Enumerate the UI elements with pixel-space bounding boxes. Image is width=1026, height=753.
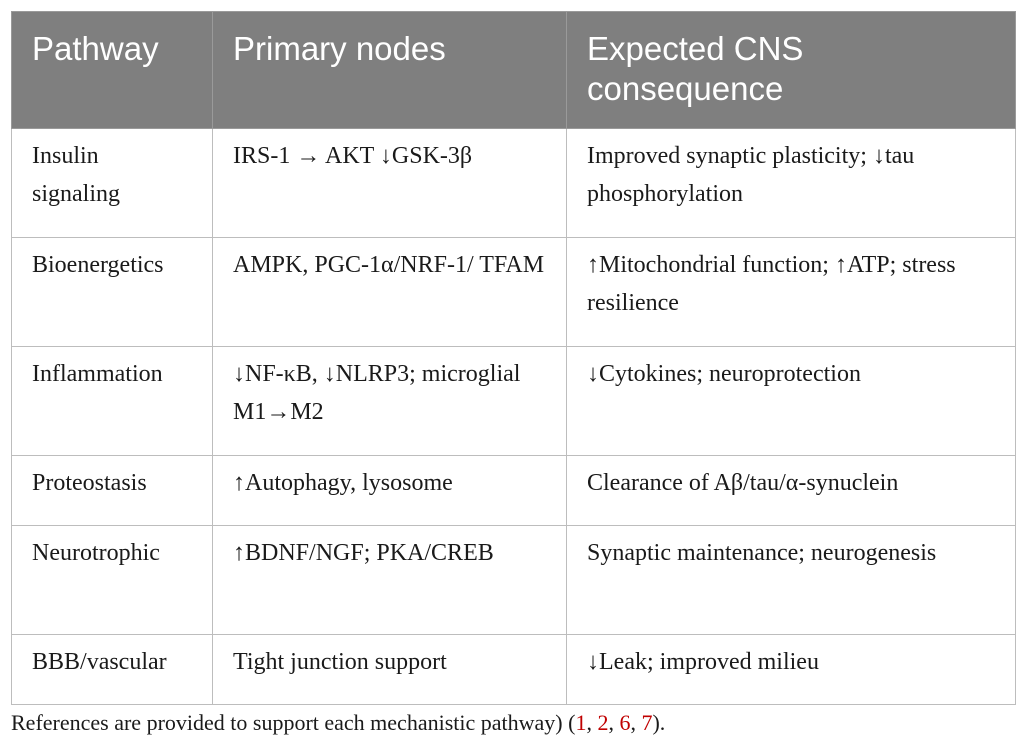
table-footnote: [11, 707, 665, 739]
header-cns-consequence: Expected CNS consequence: [567, 12, 1016, 129]
table-row: [12, 526, 1016, 635]
cell-pathway: Proteostasis: [12, 456, 213, 526]
cell-consequence: Clearance of Aβ/tau/α-synuclein: [567, 456, 1016, 526]
header-pathway: Pathway: [12, 12, 213, 129]
cell-pathway: Neurotrophic: [12, 526, 213, 635]
cell-consequence: ↓Leak; improved milieu: [567, 635, 1016, 705]
reference-link-7[interactable]: 7: [641, 710, 653, 735]
table-header: [12, 12, 1016, 129]
cell-nodes: ↑Autophagy, lysosome: [213, 456, 567, 526]
table-row: [12, 635, 1016, 705]
reference-link-1[interactable]: 1: [575, 710, 587, 735]
cell-pathway: Inflammation: [12, 347, 213, 456]
footnote-separator: ,: [630, 710, 642, 735]
cell-pathway: Insulin signaling: [12, 129, 213, 238]
cell-consequence: ↓Cytokines; neuroprotection: [567, 347, 1016, 456]
footnote-separator: ,: [586, 710, 598, 735]
cell-nodes: AMPK, PGC-1α/NRF-1/ TFAM: [213, 238, 567, 347]
cell-consequence: Synaptic maintenance; neurogenesis: [567, 526, 1016, 635]
reference-link-2[interactable]: 2: [597, 710, 609, 735]
cell-nodes: ↑BDNF/NGF; PKA/CREB: [213, 526, 567, 635]
reference-link-6[interactable]: 6: [619, 710, 631, 735]
header-primary-nodes: Primary nodes: [213, 12, 567, 129]
table-row: [12, 456, 1016, 526]
table-row: [12, 129, 1016, 238]
cell-consequence: ↑Mitochondrial function; ↑ATP; stress resilience: [567, 238, 1016, 347]
table-row: [12, 238, 1016, 347]
cell-pathway: Bioenergetics: [12, 238, 213, 347]
table-row: [12, 347, 1016, 456]
footnote-separator: ,: [608, 710, 620, 735]
cell-nodes: ↓NF-κB, ↓NLRP3; microglial M1→M2: [213, 347, 567, 456]
table-body: [12, 129, 1016, 705]
cell-nodes: IRS-1 → AKT ↓GSK-3β: [213, 129, 567, 238]
footnote-text-end: ).: [652, 710, 666, 735]
cell-nodes: Tight junction support: [213, 635, 567, 705]
header-row: [12, 12, 1016, 129]
pathway-table-container: [11, 11, 1015, 705]
footnote-text: References are provided to support each mechanistic pathway) (: [11, 710, 576, 735]
pathway-table: [11, 11, 1016, 705]
cell-pathway: BBB/vascular: [12, 635, 213, 705]
cell-consequence: Improved synaptic plasticity; ↓tau phosphorylation: [567, 129, 1016, 238]
